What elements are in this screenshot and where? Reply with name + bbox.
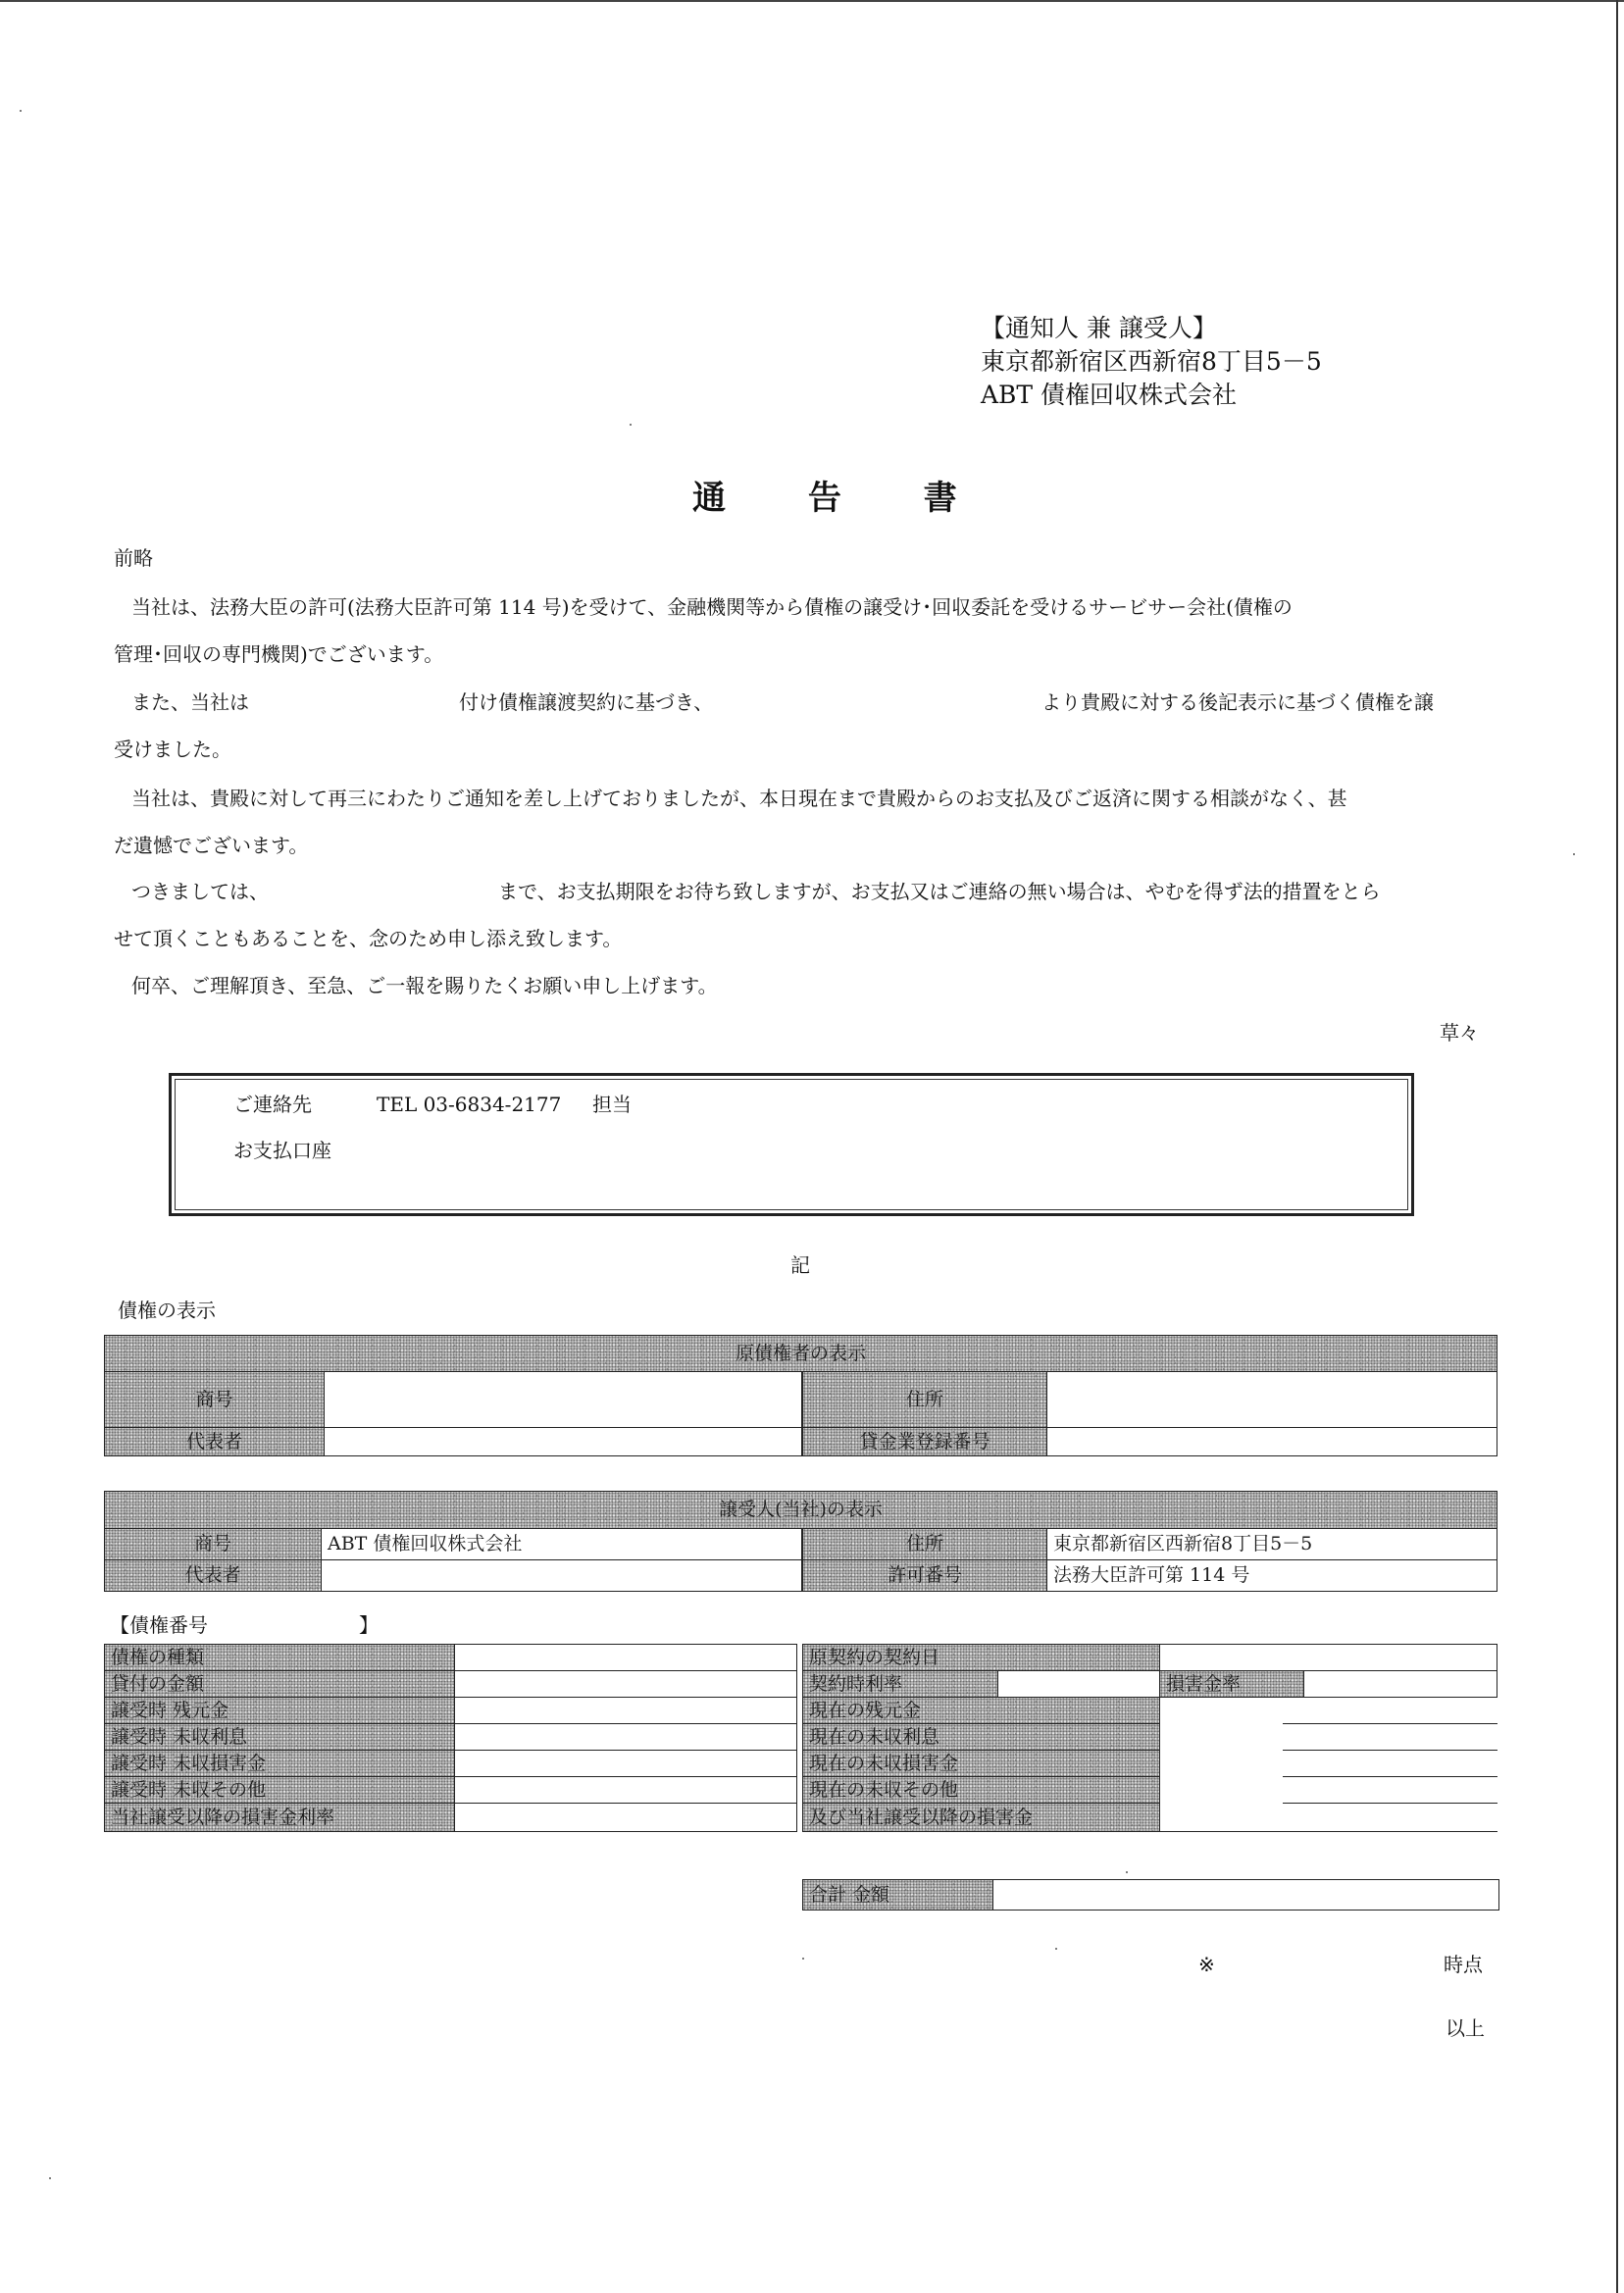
claim-number-open: 【債権番号 <box>110 1613 208 1637</box>
notifier-role: 【通知人 兼 譲受人】 <box>981 314 1217 342</box>
contact-label: ご連絡先 <box>233 1093 312 1116</box>
claim-left-row-4-label: 譲受時 未収利息 <box>104 1723 455 1751</box>
total-label: 合計 金額 <box>802 1879 993 1911</box>
notifier-company: ABT 債権回収株式会社 <box>981 381 1238 409</box>
claim-number-close: 】 <box>359 1613 379 1637</box>
orig-kashikin-value <box>1046 1427 1497 1456</box>
songai-rate-value <box>1303 1670 1497 1698</box>
claim-right-row-5-label: 現在の未収損害金 <box>802 1750 1160 1777</box>
orig-shogo-label: 商号 <box>104 1371 325 1428</box>
assignee-shogo-value: ABT 債権回収株式会社 <box>321 1528 802 1560</box>
claim-left-row-4-value <box>454 1723 797 1751</box>
para2-part1: また、当社は <box>131 690 249 714</box>
end-mark: 以上 <box>1446 2016 1485 2040</box>
page-right-edge <box>1616 0 1618 2293</box>
para2-part2: 付け債権譲渡契約に基づき、 <box>459 690 714 714</box>
para2-part3: より貴殿に対する後記表示に基づく債権を譲 <box>1041 690 1434 714</box>
scan-speck <box>49 2177 51 2179</box>
assignee-kyoka-label: 許可番号 <box>802 1559 1047 1592</box>
opening: 前略 <box>114 546 153 570</box>
contact-box <box>169 1073 1414 1216</box>
scan-speck <box>802 1958 804 1960</box>
claim-right-row-7-label: 及び当社譲受以降の損害金 <box>802 1803 1160 1832</box>
claim-left-row-3-label: 譲受時 残元金 <box>104 1697 455 1724</box>
right-value-line-4 <box>1283 1803 1497 1804</box>
orig-daihyo-value <box>324 1427 802 1456</box>
assignee-daihyo-value <box>321 1559 802 1592</box>
page-top-edge <box>0 0 1624 2</box>
para4-line2: せて頂くこともあることを、念のため申し添え致します。 <box>114 927 623 950</box>
songai-rate-label: 損害金率 <box>1159 1670 1304 1698</box>
claim-left-row-1-value <box>454 1644 797 1671</box>
claim-left-row-6-label: 譲受時 未収その他 <box>104 1776 455 1804</box>
assignee-jusho-label: 住所 <box>802 1528 1047 1560</box>
right-value-line-3 <box>1283 1776 1497 1777</box>
scan-speck <box>1573 853 1575 855</box>
right-value-line-1 <box>1283 1723 1497 1724</box>
orig-daihyo-label: 代表者 <box>104 1427 325 1456</box>
right-value-line-2 <box>1283 1750 1497 1751</box>
claim-left-row-5-label: 譲受時 未収損害金 <box>104 1750 455 1777</box>
contact-person-label: 担当 <box>592 1093 632 1116</box>
closing: 草々 <box>1440 1021 1479 1045</box>
total-value <box>992 1879 1499 1911</box>
claim-right-row-3-label: 現在の残元金 <box>802 1697 1160 1724</box>
para4-part1: つきましては、 <box>131 880 269 903</box>
para3-line2: だ遺憾でございます。 <box>114 834 309 857</box>
para1-line1: 当社は、法務大臣の許可(法務大臣許可第 114 号)を受けて、金融機関等から債権の譲受け･回収委託を受けるサービサー会社(債権の <box>131 595 1293 619</box>
footnote-mark: ※ <box>1198 1953 1215 1976</box>
claim-right-row-1-label: 原契約の契約日 <box>802 1644 1160 1671</box>
orig-jusho-value <box>1046 1371 1497 1428</box>
scan-speck <box>20 110 22 112</box>
para2-line2: 受けました。 <box>114 738 231 761</box>
claim-left-row-7-label: 当社譲受以降の損害金利率 <box>104 1803 455 1832</box>
assignee-kyoka-value: 法務大臣許可第 114 号 <box>1046 1559 1497 1592</box>
claim-right-row-6-label: 現在の未収その他 <box>802 1776 1160 1804</box>
orig-jusho-label: 住所 <box>802 1371 1047 1428</box>
assignee-shogo-label: 商号 <box>104 1528 322 1560</box>
assignee-header: 譲受人(当社)の表示 <box>104 1491 1497 1529</box>
scan-speck <box>1055 1948 1057 1950</box>
page-title: 通 告 書 <box>692 479 992 518</box>
claim-left-row-6-value <box>454 1776 797 1804</box>
right-value-line-5 <box>1159 1831 1497 1832</box>
assignee-daihyo-label: 代表者 <box>104 1559 322 1592</box>
claim-left-row-5-value <box>454 1750 797 1777</box>
claim-right-row-1-value <box>1159 1644 1497 1671</box>
claim-left-row-2-label: 貸付の金額 <box>104 1670 455 1698</box>
para4-part2: まで、お支払期限をお待ち致しますが、お支払又はご連絡の無い場合は、やむを得ず法的措置をとら <box>498 880 1381 903</box>
claim-left-row-1-label: 債権の種類 <box>104 1644 455 1671</box>
claim-right-row-4-label: 現在の未収利息 <box>802 1723 1160 1751</box>
claim-left-row-2-value <box>454 1670 797 1698</box>
scan-speck <box>1126 1871 1128 1873</box>
scan-speck <box>630 424 632 426</box>
claim-left-row-7-value <box>454 1803 797 1832</box>
claim-left-row-3-value <box>454 1697 797 1724</box>
orig-kashikin-label: 貸金業登録番号 <box>802 1427 1047 1456</box>
notifier-address: 東京都新宿区西新宿8丁目5－5 <box>981 347 1322 376</box>
claim-right-row-2-label: 契約時利率 <box>802 1670 998 1698</box>
claims-heading: 債権の表示 <box>118 1299 216 1322</box>
ki-mark: 記 <box>790 1253 810 1277</box>
claim-right-row-2-value <box>997 1670 1160 1698</box>
payment-account-label: お支払口座 <box>233 1139 331 1162</box>
para3-line1: 当社は、貴殿に対して再三にわたりご通知を差し上げておりましたが、本日現在まで貴殿からのお支払及びご返済に関する相談がなく、甚 <box>131 787 1347 810</box>
assignee-jusho-value: 東京都新宿区西新宿8丁目5－5 <box>1046 1528 1497 1560</box>
para5: 何卒、ご理解頂き、至急、ご一報を賜りたくお願い申し上げます。 <box>131 974 718 997</box>
orig-shogo-value <box>324 1371 802 1428</box>
original-creditor-header: 原債権者の表示 <box>104 1335 1497 1372</box>
para1-line2: 管理･回収の専門機関)でございます。 <box>114 642 444 666</box>
contact-tel: TEL 03-6834-2177 <box>377 1093 562 1116</box>
as-of-label: 時点 <box>1444 1953 1483 1976</box>
